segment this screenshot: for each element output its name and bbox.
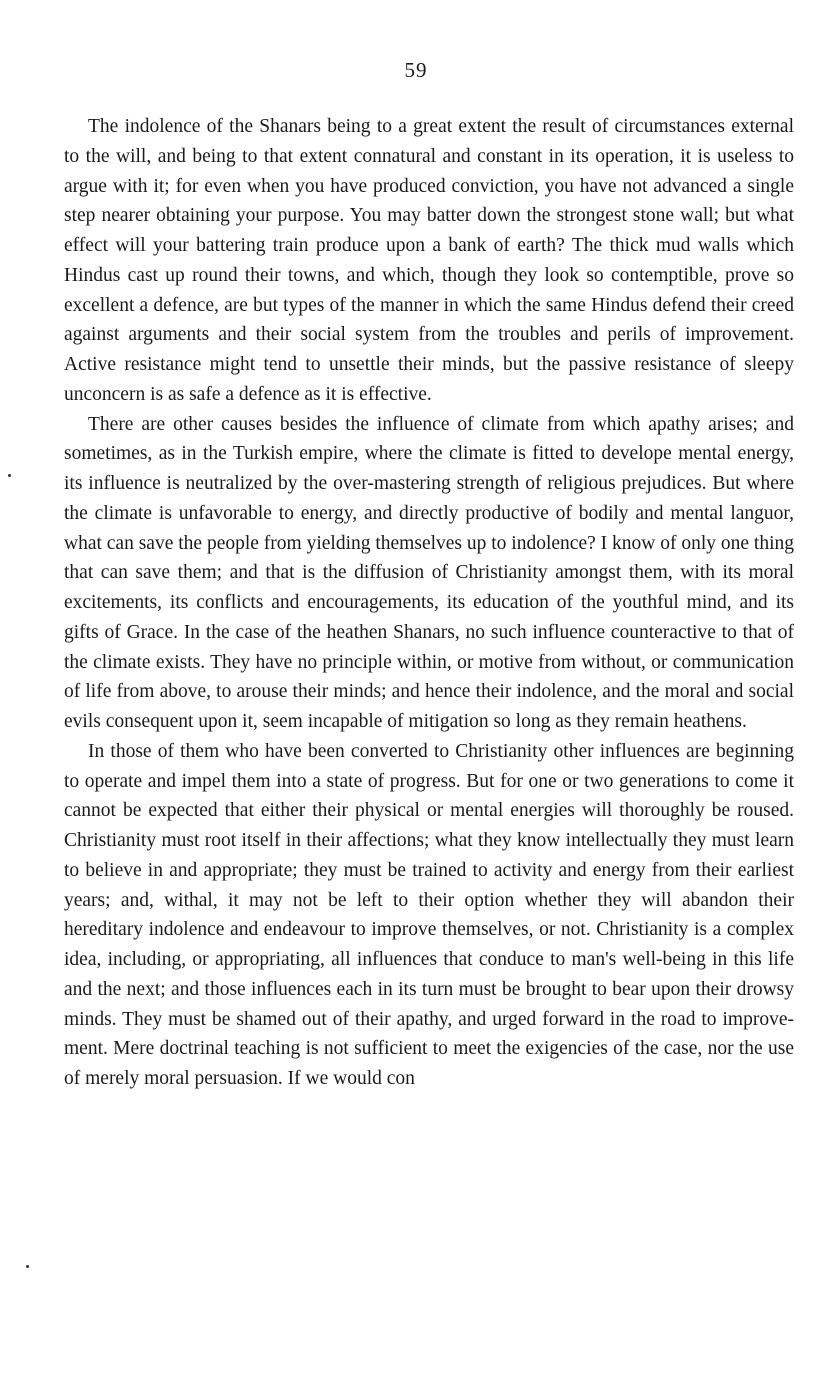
paragraph-converted: In those of them who have been converted to Christianity other influences are beginning to operate and impel them into a state of progress. But for one or two generations to come it cannot be expected that either their physical or mental energies will thoroughly be roused. Christianity must root itself in their affections; what they know intellectually they must learn to believe in and appropriate; they must be trained to activity and energy from their earliest years; and, withal, it may not be left to their option whether they will abandon their hereditary indolence and endeavour to improve themselves, or not. Christianity is a complex idea, including, or appropriating, all influences that conduce to man's well-being in this life and the next; and those influences each in its turn must be brought to bear upon their drowsy minds. They must be shamed out of their apathy, and urged forward in the road to improvement. Mere doctrinal teaching is not sufficient to meet the exigencies of the case, nor the use of merely moral persuasion. If we would con <box>64 740 794 1089</box>
paragraph-indolence: The indolence of the Shanars being to a great extent the result of circumstances external to the will, and being to that extent connatural and constant in its operation, it is useless to argue with it; for even when you have produced conviction, you have not advanced a single step nearer obtaining your purpose. You may batter down the strongest stone wall; but what effect will your battering train produce upon a bank of earth? The thick mud walls which Hindus cast up round their towns, and which, though they look so contemptible, prove so excellent a defence, are but types of the manner in which the same Hindus defend their creed against arguments and their social system from the troubles and perils of improvement. Active resistance might tend to unsettle their minds, but the passive resistance of sleepy unconcern is as safe a defence as it is effective. <box>64 116 794 405</box>
print-speck <box>26 1265 29 1268</box>
print-speck <box>8 474 11 477</box>
page-number: 59 <box>404 58 428 82</box>
body-text <box>64 112 794 1094</box>
paragraph-apathy-causes: There are other causes besides the influence of climate from which apathy arises; and sometimes, as in the Turkish empire, where the climate is fitted to develope mental energy, its influence is neutralized by the over-mastering strength of religious prejudices. But where the climate is unfavorable to energy, and directly productive of bodily and mental languor, what can save the people from yielding themselves up to indolence? I know of only one thing that can save them; and that is the diffusion of Christianity amongst them, with its moral excitements, its conflicts and encouragements, its education of the youthful mind, and its gifts of Grace. In the case of the heathen Shanars, no such influence counteractive to that of the climate exists. They have no principle within, or motive from without, or communication of life from above, to arouse their minds; and hence their indolence, and the moral and social evils consequent upon it, seem incapable of mitigation so long as they remain heathens. <box>64 413 794 732</box>
